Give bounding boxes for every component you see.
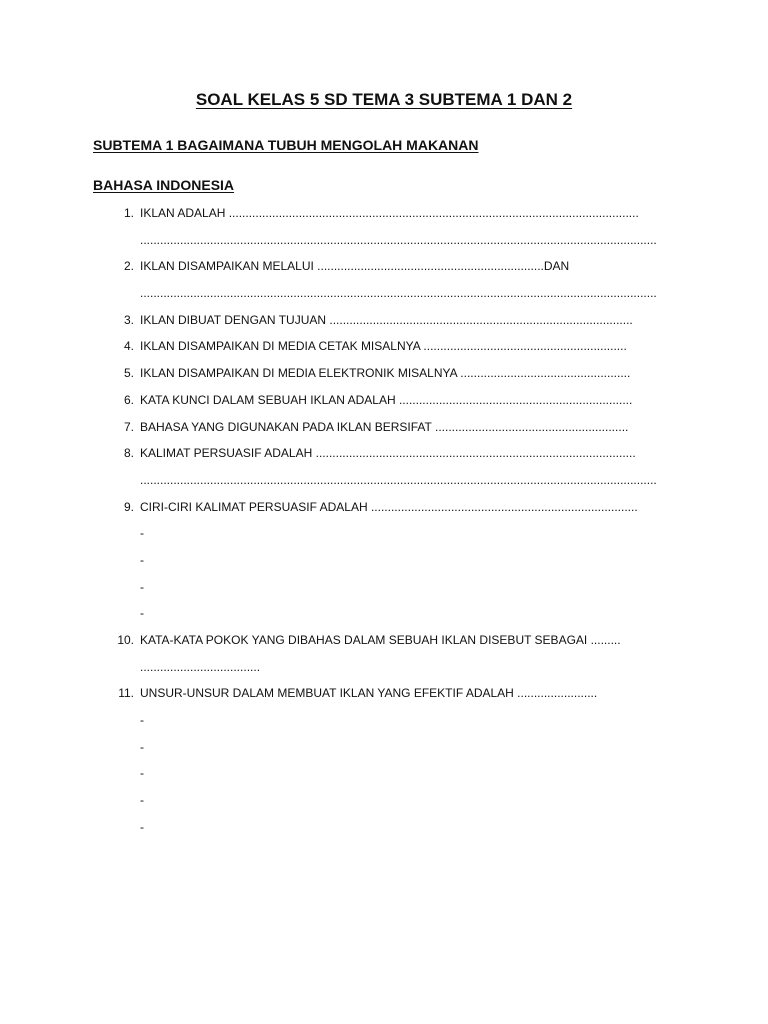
question-text: IKLAN DIBUAT DENGAN TUJUAN ........................................................................................... bbox=[140, 312, 633, 327]
question-row bbox=[0, 307, 768, 334]
question-text: IKLAN DISAMPAIKAN DI MEDIA ELEKTRONIK MISALNYA ................................................... bbox=[140, 366, 631, 381]
question-number: 7. bbox=[123, 419, 134, 434]
question-number: 6. bbox=[123, 392, 134, 407]
question-text: - bbox=[140, 766, 144, 781]
question-text: - bbox=[140, 606, 144, 621]
question-number: 5. bbox=[123, 366, 134, 381]
question-text: IKLAN DISAMPAIKAN MELALUI ....................................................................DAN bbox=[140, 259, 570, 274]
question-text: - bbox=[140, 793, 144, 808]
question-number: 10. bbox=[117, 633, 134, 647]
question-text: - bbox=[140, 526, 144, 541]
question-row bbox=[0, 440, 768, 467]
question-row bbox=[0, 734, 768, 761]
question-number: 4. bbox=[123, 339, 134, 354]
question-row bbox=[0, 627, 768, 654]
question-number: 3. bbox=[123, 312, 134, 327]
question-text: IKLAN ADALAH ........................................................................................................................... bbox=[140, 206, 639, 220]
page-title: SOAL KELAS 5 SD TEMA 3 SUBTEMA 1 DAN 2 bbox=[195, 90, 573, 109]
question-row bbox=[0, 227, 768, 254]
question-row bbox=[0, 494, 768, 521]
question-row bbox=[0, 680, 768, 707]
question-row bbox=[0, 574, 768, 601]
question-text: - bbox=[140, 739, 144, 754]
question-row bbox=[0, 414, 768, 441]
question-number: 1. bbox=[123, 206, 134, 220]
question-text: UNSUR-UNSUR DALAM MEMBUAT IKLAN YANG EFEKTIF ADALAH ........................ bbox=[140, 686, 598, 701]
question-text: BAHASA YANG DIGUNAKAN PADA IKLAN BERSIFAT .......................................................... bbox=[140, 419, 629, 434]
question-list bbox=[0, 200, 768, 841]
question-row bbox=[0, 280, 768, 307]
question-number: 8. bbox=[123, 446, 134, 461]
question-text: .................................... bbox=[140, 659, 261, 674]
question-row bbox=[0, 200, 768, 227]
question-row bbox=[0, 333, 768, 360]
question-row bbox=[0, 760, 768, 787]
question-row bbox=[0, 600, 768, 627]
question-row bbox=[0, 707, 768, 734]
question-text: CIRI-CIRI KALIMAT PERSUASIF ADALAH ................................................................................ bbox=[140, 499, 638, 514]
question-row bbox=[0, 787, 768, 814]
question-row bbox=[0, 467, 768, 494]
question-text: ........................................................................................................................................................... bbox=[140, 232, 657, 247]
question-text: KATA KUNCI DALAM SEBUAH IKLAN ADALAH ...................................................................... bbox=[140, 392, 633, 407]
question-text: - bbox=[140, 579, 144, 594]
question-row bbox=[0, 360, 768, 387]
question-row bbox=[0, 253, 768, 280]
subtema-heading: SUBTEMA 1 BAGAIMANA TUBUH MENGOLAH MAKANAN bbox=[93, 137, 479, 153]
question-text: ........................................................................................................................................................... bbox=[140, 286, 657, 301]
question-text: - bbox=[140, 819, 144, 834]
question-text: - bbox=[140, 713, 144, 728]
question-number: 11. bbox=[118, 686, 134, 701]
question-row bbox=[0, 387, 768, 414]
question-row bbox=[0, 520, 768, 547]
question-row bbox=[0, 547, 768, 574]
question-text: ........................................................................................................................................................... bbox=[140, 472, 657, 487]
question-text: IKLAN DISAMPAIKAN DI MEDIA CETAK MISALNYA ............................................................. bbox=[140, 339, 627, 354]
question-text: KALIMAT PERSUASIF ADALAH ................................................................................................ bbox=[140, 446, 636, 461]
question-text: - bbox=[140, 552, 144, 567]
question-text: KATA-KATA POKOK YANG DIBAHAS DALAM SEBUAH IKLAN DISEBUT SEBAGAI ......... bbox=[140, 633, 621, 647]
question-number: 9. bbox=[123, 499, 134, 514]
question-row bbox=[0, 654, 768, 681]
section-heading: BAHASA INDONESIA bbox=[93, 177, 235, 193]
question-number: 2. bbox=[123, 259, 134, 274]
question-row bbox=[0, 814, 768, 841]
